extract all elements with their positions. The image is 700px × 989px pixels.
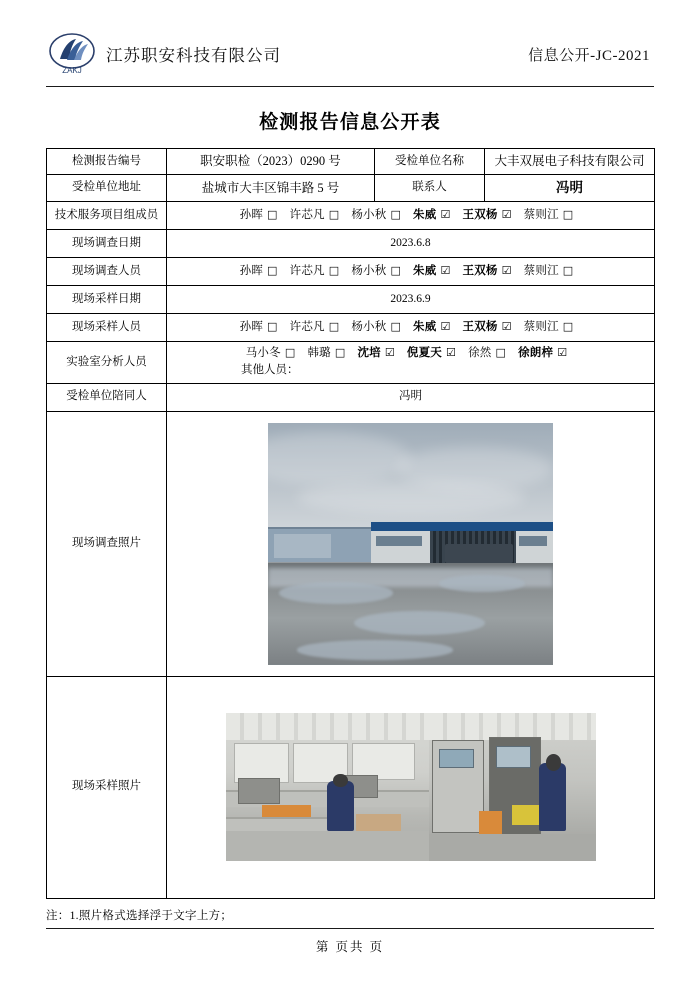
staff-checkbox-item[interactable]	[466, 347, 506, 359]
staff-name: 沈培	[357, 347, 381, 359]
document-code: 信息公开-JC-2021	[528, 47, 650, 64]
checkbox-checked-icon[interactable]: ☑	[501, 319, 512, 333]
staff-name: 马小冬	[245, 347, 281, 359]
staff-checkbox-item[interactable]	[516, 347, 567, 359]
checkbox-unchecked-icon[interactable]: □	[562, 207, 574, 221]
checkbox-unchecked-icon[interactable]: □	[328, 207, 340, 221]
checkbox-unchecked-icon[interactable]: □	[328, 263, 340, 277]
staff-name: 孙晖	[239, 264, 264, 277]
survey-staff-label: 现场调查人员	[47, 258, 167, 286]
staff-checkbox-item[interactable]	[522, 209, 574, 221]
checkbox-checked-icon[interactable]: ☑	[501, 207, 512, 221]
staff-checkbox-item[interactable]	[288, 321, 340, 333]
staff-name: 王双杨	[462, 264, 498, 277]
lab-staff-cell	[167, 342, 655, 384]
sampling-staff-label: 现场采样人员	[47, 314, 167, 342]
staff-checkbox-item[interactable]	[522, 265, 574, 277]
checkbox-checked-icon[interactable]: ☑	[384, 346, 395, 359]
page-footer: 第 页共 页	[46, 928, 654, 955]
staff-name: 杨小秋	[351, 320, 387, 333]
staff-name: 王双杨	[462, 320, 498, 333]
checkbox-unchecked-icon[interactable]: □	[334, 346, 346, 359]
checkbox-checked-icon[interactable]: ☑	[440, 263, 451, 277]
staff-name: 杨小秋	[351, 208, 387, 221]
staff-name: 孙晖	[239, 208, 264, 221]
page-header	[46, 28, 654, 87]
accompany-value: 冯明	[167, 383, 655, 411]
staff-checkbox-item[interactable]	[238, 321, 278, 333]
staff-name: 朱威	[413, 320, 437, 333]
checkbox-checked-icon[interactable]: ☑	[440, 319, 451, 333]
staff-name: 蔡则江	[523, 264, 559, 277]
survey-site-photo	[268, 423, 553, 665]
svg-text:ZAKJ: ZAKJ	[62, 66, 82, 75]
checkbox-unchecked-icon[interactable]: □	[267, 207, 278, 221]
staff-name: 韩璐	[307, 347, 331, 359]
survey-date-value: 2023.6.8	[167, 230, 655, 258]
table-row-sampling-photo	[47, 676, 655, 898]
contact-label: 联系人	[375, 174, 485, 201]
staff-checkbox-item[interactable]	[244, 347, 296, 359]
table-row-survey-photo	[47, 411, 655, 676]
sampling-site-photo	[226, 713, 596, 861]
staff-checkbox-item[interactable]	[238, 209, 278, 221]
staff-name: 倪夏天	[406, 347, 443, 359]
staff-checkbox-item[interactable]	[522, 321, 574, 333]
staff-name: 孙晖	[239, 320, 264, 333]
staff-name: 朱威	[413, 208, 437, 221]
company-logo-icon	[46, 32, 98, 76]
staff-checkbox-item[interactable]	[411, 321, 450, 333]
team-label: 技术服务项目组成员	[47, 202, 167, 230]
survey-staff-list	[167, 258, 655, 286]
survey-date-label: 现场调查日期	[47, 230, 167, 258]
other-staff-label: 其他人员：	[241, 364, 299, 377]
report-info-table	[46, 148, 655, 899]
address-value: 盐城市大丰区锦丰路 5 号	[167, 174, 375, 201]
survey-photo-cell	[167, 411, 655, 676]
table-row	[47, 383, 655, 411]
table-row	[47, 314, 655, 342]
checkbox-checked-icon[interactable]: ☑	[440, 207, 451, 221]
staff-name: 许芯凡	[289, 320, 325, 333]
staff-name: 朱威	[413, 264, 437, 277]
staff-name: 徐朗梓	[518, 347, 554, 359]
table-row	[47, 342, 655, 384]
contact-value: 冯明	[485, 174, 655, 201]
checkbox-unchecked-icon[interactable]: □	[267, 319, 278, 333]
checkbox-unchecked-icon[interactable]: □	[562, 319, 574, 333]
staff-checkbox-item[interactable]	[461, 321, 512, 333]
table-row	[47, 258, 655, 286]
page-title: 检测报告信息公开表	[259, 112, 441, 133]
checkbox-unchecked-icon[interactable]: □	[267, 263, 278, 277]
lab-staff-list	[171, 345, 650, 362]
staff-checkbox-item[interactable]	[238, 265, 278, 277]
staff-checkbox-item[interactable]	[288, 265, 340, 277]
sampling-staff-list	[167, 314, 655, 342]
checkbox-unchecked-icon[interactable]: □	[328, 319, 340, 333]
staff-checkbox-item[interactable]	[288, 209, 340, 221]
checkbox-checked-icon[interactable]: ☑	[446, 346, 457, 359]
table-note: 注：1.照片格式选择浮于文字上方；	[46, 909, 233, 922]
staff-name: 许芯凡	[289, 264, 325, 277]
table-row	[47, 174, 655, 201]
brand	[46, 32, 281, 76]
staff-checkbox-item[interactable]	[355, 347, 394, 359]
checkbox-unchecked-icon[interactable]: □	[562, 263, 574, 277]
checkbox-checked-icon[interactable]: ☑	[557, 346, 568, 359]
staff-checkbox-item[interactable]	[461, 265, 512, 277]
staff-name: 蔡则江	[523, 320, 559, 333]
report-no-label: 检测报告编号	[47, 149, 167, 175]
accompany-label: 受检单位陪同人	[47, 383, 167, 411]
staff-checkbox-item[interactable]	[349, 209, 401, 221]
checkbox-checked-icon[interactable]: ☑	[501, 263, 512, 277]
checkbox-unchecked-icon[interactable]: □	[495, 346, 507, 359]
table-row	[47, 230, 655, 258]
staff-checkbox-item[interactable]	[411, 209, 450, 221]
staff-name: 杨小秋	[351, 264, 387, 277]
table-row	[47, 149, 655, 175]
staff-checkbox-item[interactable]	[305, 347, 345, 359]
staff-name: 许芯凡	[289, 208, 325, 221]
staff-checkbox-item[interactable]	[411, 265, 450, 277]
checkbox-unchecked-icon[interactable]: □	[390, 319, 402, 333]
lab-staff-label: 实验室分析人员	[47, 342, 167, 384]
checkbox-unchecked-icon[interactable]: □	[284, 346, 296, 359]
checkbox-unchecked-icon[interactable]: □	[390, 263, 402, 277]
staff-name: 徐然	[468, 347, 492, 359]
survey-photo-label: 现场调查照片	[47, 411, 167, 676]
staff-checkbox-item[interactable]	[405, 347, 456, 359]
sampling-photo-cell	[167, 676, 655, 898]
staff-name: 王双杨	[462, 208, 498, 221]
table-row	[47, 286, 655, 314]
client-value: 大丰双展电子科技有限公司	[485, 149, 655, 175]
staff-checkbox-item[interactable]	[461, 209, 512, 221]
staff-checkbox-item[interactable]	[349, 265, 401, 277]
address-label: 受检单位地址	[47, 174, 167, 201]
team-members-list	[167, 202, 655, 230]
staff-name: 蔡则江	[523, 208, 559, 221]
client-label: 受检单位名称	[375, 149, 485, 175]
table-row	[47, 202, 655, 230]
staff-checkbox-item[interactable]	[349, 321, 401, 333]
checkbox-unchecked-icon[interactable]: □	[390, 207, 402, 221]
report-no-value: 职安职检（2023）0290 号	[167, 149, 375, 175]
company-name: 江苏职安科技有限公司	[106, 46, 281, 65]
sampling-date-value: 2023.6.9	[167, 286, 655, 314]
sampling-photo-label: 现场采样照片	[47, 676, 167, 898]
sampling-date-label: 现场采样日期	[47, 286, 167, 314]
